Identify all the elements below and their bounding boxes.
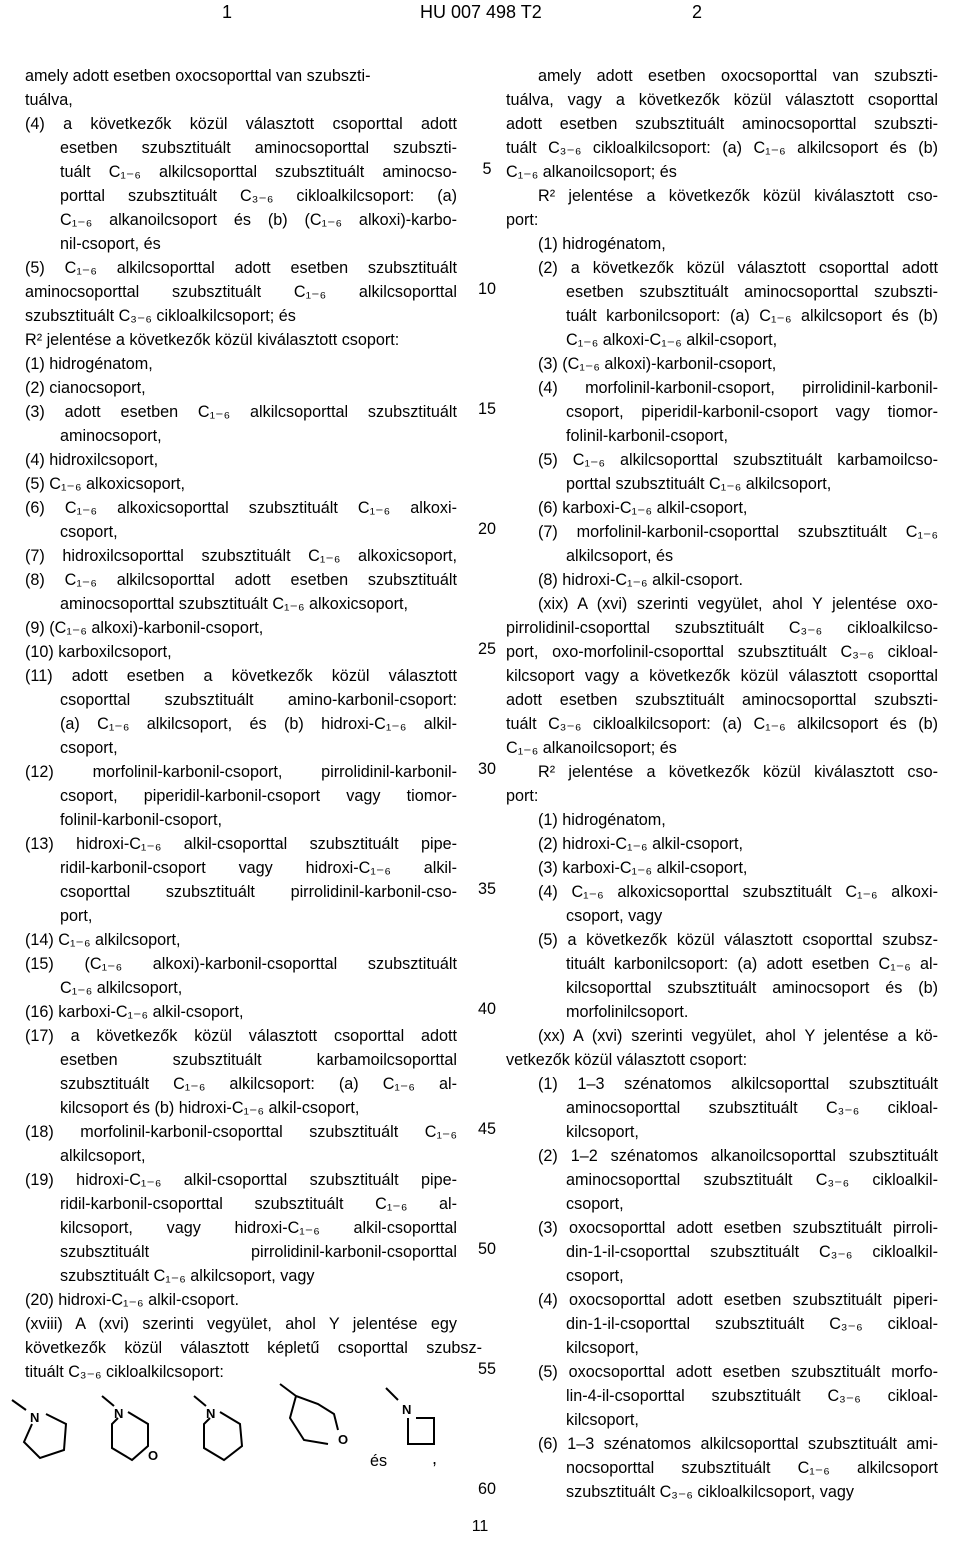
left-column-line: (14) C₁₋₆ alkilcsoport, [25,931,181,949]
atom-n-label: N [206,1406,216,1421]
left-column-line: csoport, piperidil-karbonil-csoport vagy tiomor- [60,787,457,805]
right-column-line: (6) 1–3 szénatomos alkilcsoporttal szubsztituált ami- [538,1435,938,1453]
left-column-line: csoporttal szubsztituált pirrolidinil-karbonil-cso- [60,883,457,901]
atom-n-label: N [402,1402,412,1417]
left-column-line: esetben szubsztituált aminocsoporttal szubszti- [60,139,457,157]
left-column-line: C₁₋₆ alkanoilcsoport és (b) (C₁₋₆ alkoxi)-karbo- [60,211,457,229]
left-column-line: (15) (C₁₋₆ alkoxi)-karbonil-csoporttal szubsztituált [25,955,457,973]
right-column-line: C₁₋₆ alkanoilcsoport; és [506,739,677,757]
left-column-line: kilcsoport és (b) hidroxi-C₁₋₆ alkil-csoport, [60,1099,360,1117]
azetidine-structure [384,1378,440,1454]
right-column-line: esetben szubsztituált aminocsoporttal szubszti- [566,283,938,301]
right-column-line: (3) karboxi-C₁₋₆ alkil-csoport, [538,859,748,877]
right-column-line: aminocsoporttal szubsztituált C₃₋₆ cikloalkil- [566,1171,938,1189]
right-text-column [506,64,938,1504]
pyrrolidine-structure [8,1378,94,1464]
left-column-line: (2) cianocsoport, [25,379,146,397]
left-column-line: esetben szubsztituált karbamoilcsoporttal [60,1051,457,1069]
right-column-line: port: [506,211,539,229]
right-column-line: (4) morfolinil-karbonil-csoport, pirrolidinil-karbonil- [538,379,938,397]
atom-o-label: O [338,1432,349,1447]
right-column-line: (1) hidrogénatom, [538,811,666,829]
left-column-line: tuált C₁₋₆ alkilcsoporttal szubsztituált aminocso- [60,163,457,181]
right-column-line: nocsoporttal szubsztituált C₁₋₆ alkilcsoport [566,1459,938,1477]
right-column-line: amely adott esetben oxocsoporttal van szubszti- [538,67,938,85]
header-document-id: HU 007 498 T2 [420,2,542,22]
right-column-line: csoport, piperidil-karbonil-csoport vagy tiomor- [566,403,938,421]
right-column-line: kilcsoporttal szubsztituált aminocsoport és (b) [566,979,938,997]
left-column-line: porttal szubsztituált C₃₋₆ cikloalkilcsoport: (a) [60,187,457,205]
right-column-line: din-1-il-csoporttal szubsztituált C₃₋₆ cikloal- [566,1315,938,1333]
right-column-line: kilcsoport vagy a következők közül választott csoporttal [506,667,938,685]
line-number: 60 [477,1480,496,1498]
left-column-line: tuálva, [25,91,73,109]
atom-n-label: N [114,1406,124,1421]
line-number: 5 [482,160,492,178]
right-column-line: lin-4-il-csoporttal szubsztituált C₃₋₆ cikloal- [566,1387,938,1405]
left-column-line: (3) adott esetben C₁₋₆ alkilcsoporttal szubsztituált [25,403,457,421]
line-number: 45 [477,1120,496,1138]
left-column-line: (20) hidroxi-C₁₋₆ alkil-csoport. [25,1291,239,1309]
right-column-line: adott esetben szubsztituált aminocsoporttal szubszti- [506,691,938,709]
left-column-line: (16) karboxi-C₁₋₆ alkil-csoport, [25,1003,244,1021]
right-column-line: szubsztituált C₃₋₆ cikloalkilcsoport, vagy [566,1483,854,1501]
left-column-line: (4) hidroxilcsoport, [25,451,159,469]
right-column-line: vetkezők közül választott csoport: [506,1051,748,1069]
left-column-line: amely adott esetben oxocsoporttal van szubszti- [25,67,371,85]
right-column-line: R² jelentése a következők közül kiválasztott cso- [538,187,938,205]
line-number: 10 [477,280,496,298]
left-column-line: (12) morfolinil-karbonil-csoport, pirrolidinil-karbonil- [25,763,457,781]
right-column-line: din-1-il-csoporttal szubsztituált C₃₋₆ cikloalkil- [566,1243,938,1261]
left-column-line: következők közül választott képletű csoporttal szubsz- [25,1339,482,1357]
oxazolidine-structure [278,1378,368,1468]
right-column-line: adott esetben szubsztituált aminocsoporttal szubszti- [506,115,938,133]
right-column-line: morfolinilcsoport. [566,1003,689,1021]
right-column-line: porttal szubsztituált C₁₋₆ alkilcsoport, [566,475,832,493]
right-column-line: (7) morfolinil-karbonil-csoporttal szubsztituált C₁₋₆ [538,523,938,541]
left-column-line: ridil-karbonil-csoport vagy hidroxi-C₁₋₆ alkil- [60,859,457,877]
left-column-line: (xviii) A (xvi) szerinti vegyület, ahol Y jelentése egy [25,1315,457,1333]
left-column-line: tituált C₃₋₆ cikloalkilcsoport: [25,1363,224,1381]
right-column-line: tuálva, vagy a következők közül választott csoporttal [506,91,938,109]
left-column-line: szubsztituált C₁₋₆ alkilcsoport: (a) C₁₋₆ al- [60,1075,457,1093]
left-column-line: (4) a következők közül választott csoporttal adott [25,115,457,133]
line-number: 40 [477,1000,496,1018]
line-number: 30 [477,760,496,778]
left-column-line: (5) C₁₋₆ alkoxicsoport, [25,475,185,493]
right-column-line: (2) 1–2 szénatomos alkanoilcsoporttal szubsztituált [538,1147,938,1165]
right-column-line: csoport, [566,1267,624,1285]
line-number: 50 [477,1240,496,1258]
left-column-line: folinil-karbonil-csoport, [60,811,222,829]
left-column-line: (8) C₁₋₆ alkilcsoporttal adott esetben szubsztituált [25,571,457,589]
right-column-line: (xix) A (xvi) szerinti vegyület, ahol Y jelentése oxo- [538,595,938,613]
right-column-line: aminocsoporttal szubsztituált C₃₋₆ cikloal- [566,1099,938,1117]
right-column-line: alkilcsoport, és [566,547,674,565]
right-column-line: (2) hidroxi-C₁₋₆ alkil-csoport, [538,835,743,853]
left-column-line: (13) hidroxi-C₁₋₆ alkil-csoporttal szubsztituált pipe- [25,835,457,853]
left-column-line: (19) hidroxi-C₁₋₆ alkil-csoporttal szubsztituált pipe- [25,1171,457,1189]
line-number: 55 [477,1360,496,1378]
left-column-line: szubsztituált C₁₋₆ alkilcsoport, vagy [60,1267,315,1285]
left-column-line: nil-csoport, és [60,235,161,253]
right-column-line: C₁₋₆ alkoxi-C₁₋₆ alkil-csoport, [566,331,778,349]
right-column-line: kilcsoport, [566,1339,639,1357]
right-column-line: port, oxo-morfolinil-csoporttal szubsztituált C₃₋₆ cikloal- [506,643,938,661]
oxo-morpholine-structure [192,1378,282,1468]
right-column-line: (4) C₁₋₆ alkoxicsoporttal szubsztituált C₁₋₆ alkoxi- [538,883,938,901]
left-column-line: (9) (C₁₋₆ alkoxi)-karbonil-csoport, [25,619,264,637]
right-column-line: (5) C₁₋₆ alkilcsoporttal szubsztituált karbamoilcso- [538,451,938,469]
right-column-line: R² jelentése a következők közül kiválasztott cso- [538,763,938,781]
left-column-line: (7) hidroxilcsoporttal szubsztituált C₁₋₆ alkoxicsoport, [25,547,457,565]
right-column-line: tituált karbonilcsoport: (a) adott esetben C₁₋₆ al- [566,955,938,973]
left-column-line: (1) hidrogénatom, [25,355,153,373]
list-comma: , [432,1448,438,1468]
left-column-line: csoport, [60,739,118,757]
right-column-line: kilcsoport, [566,1123,639,1141]
left-column-line: csoporttal szubsztituált amino-karbonil-csoport: [60,691,457,709]
right-column-line: (6) karboxi-C₁₋₆ alkil-csoport, [538,499,748,517]
right-column-line: (5) oxocsoporttal adott esetben szubsztituált morfo- [538,1363,938,1381]
atom-o-label: O [148,1448,159,1463]
right-column-line: (4) oxocsoporttal adott esetben szubsztituált piperi- [538,1291,938,1309]
left-column-line: kilcsoport, vagy hidroxi-C₁₋₆ alkil-csoporttal [60,1219,457,1237]
line-number: 20 [477,520,496,538]
right-column-line: tuált C₃₋₆ cikloalkilcsoport: (a) C₁₋₆ alkilcsoport és (b) [506,139,938,157]
right-column-line: (3) oxocsoporttal adott esetben szubsztituált pirroli- [538,1219,938,1237]
left-column-line: csoport, [60,523,118,541]
left-column-line: port, [60,907,93,925]
left-column-line: szubsztituált C₃₋₆ cikloalkilcsoport; és [25,307,296,325]
right-column-line: port: [506,787,539,805]
morpholine-structure [100,1378,190,1468]
right-column-line: kilcsoport, [566,1411,639,1429]
right-column-line: folinil-karbonil-csoport, [566,427,728,445]
right-column-line: (8) hidroxi-C₁₋₆ alkil-csoport. [538,571,743,589]
right-column-line: csoport, [566,1195,624,1213]
left-column-line: aminocsoporttal szubsztituált C₁₋₆ alkilcsoporttal [25,283,457,301]
left-column-line: (6) C₁₋₆ alkoxicsoporttal szubsztituált C₁₋₆ alkoxi- [25,499,457,517]
header-left-page-number: 1 [222,2,233,22]
left-column-line: ridil-karbonil-csoporttal szubsztituált C₁₋₆ al- [60,1195,457,1213]
footer-page-number: 11 [471,1518,489,1535]
line-number: 35 [477,880,496,898]
left-column-line: R² jelentése a következők közül kiválasztott csoport: [25,331,400,349]
left-column-line: szubsztituált pirrolidinil-karbonil-csoporttal [60,1243,457,1261]
right-column-line: (5) a következők közül választott csoporttal szubsz- [538,931,938,949]
left-column-line: aminocsoport, [60,427,162,445]
right-column-line: tuált C₃₋₆ cikloalkilcsoport: (a) C₁₋₆ alkilcsoport és (b) [506,715,938,733]
right-column-line: (1) 1–3 szénatomos alkilcsoporttal szubsztituált [538,1075,938,1093]
left-column-line: (5) C₁₋₆ alkilcsoporttal adott esetben szubsztituált [25,259,457,277]
right-column-line: tuált karbonilcsoport: (a) C₁₋₆ alkilcsoport és (b) [566,307,938,325]
right-column-line: (xx) A (xvi) szerinti vegyület, ahol Y jelentése a kö- [538,1027,938,1045]
left-column-line: C₁₋₆ alkilcsoport, [60,979,183,997]
left-column-line: (10) karboxilcsoport, [25,643,172,661]
right-column-line: (2) a következők közül választott csoporttal adott [538,259,938,277]
left-column-line: (11) adott esetben a következők közül választott [25,667,457,685]
left-column-line: (a) C₁₋₆ alkilcsoport, és (b) hidroxi-C₁₋₆ alkil- [60,715,457,733]
left-column-line: (17) a következők közül választott csoporttal adott [25,1027,457,1045]
atom-n-label: N [30,1410,40,1425]
right-column-line: (3) (C₁₋₆ alkoxi)-karbonil-csoport, [538,355,777,373]
left-column-line: alkilcsoport, [60,1147,146,1165]
right-column-line: (1) hidrogénatom, [538,235,666,253]
line-number: 15 [477,400,496,418]
left-column-line: (18) morfolinil-karbonil-csoporttal szubsztituált C₁₋₆ [25,1123,457,1141]
line-number: 25 [477,640,496,658]
right-column-line: csoport, vagy [566,907,663,925]
right-column-line: C₁₋₆ alkanoilcsoport; és [506,163,677,181]
left-column-line: aminocsoporttal szubsztituált C₁₋₆ alkoxicsoport, [60,595,409,613]
conjunction-text: és [370,1452,388,1470]
right-column-line: pirrolidinil-csoporttal szubsztituált C₃₋₆ cikloalkilcso- [506,619,938,637]
header-right-page-number: 2 [692,2,703,22]
left-text-column [25,64,482,1384]
